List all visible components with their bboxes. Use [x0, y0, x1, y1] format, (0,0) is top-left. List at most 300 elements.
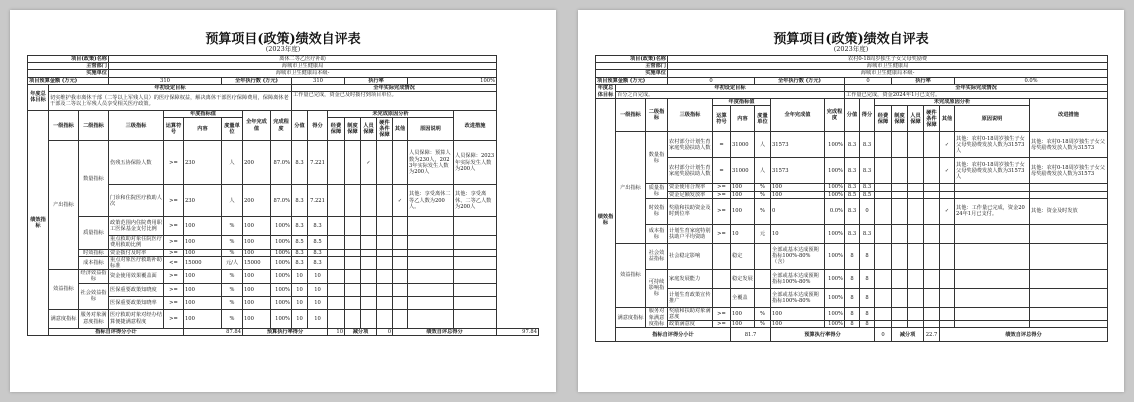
score-cell: 8.3 — [845, 132, 860, 158]
level3-cell: 医疗救助对象对经办结算便捷满意程度 — [109, 309, 164, 328]
operator-cell: >= — [164, 270, 184, 283]
total-label: 绩效自评总得分 — [940, 328, 1108, 341]
got-cell: 10 — [308, 309, 328, 328]
degree-cell: 100% — [271, 236, 292, 249]
unit-cell: % — [755, 321, 771, 328]
level3-cell: 计划生育政策宣传推广 — [668, 288, 713, 307]
score-cell: 8.5 — [292, 236, 308, 249]
col-got: 得分 — [308, 111, 328, 141]
col-hardware: 硬件条件保障 — [377, 118, 393, 141]
subtotal-value: 87.84 — [184, 328, 243, 335]
col-annual-target: 年度指标值 — [164, 111, 243, 118]
other-check: ✓ — [940, 158, 955, 184]
target-cell: 100 — [184, 236, 222, 249]
level3-cell: 政策满意度 — [668, 321, 713, 328]
level3-cell: 资金使用效果覆盖面 — [109, 270, 164, 283]
target-cell: 100 — [184, 283, 222, 296]
unit-cell: % — [222, 283, 243, 296]
target-cell: 100 — [184, 270, 222, 283]
level3-cell: 农村部分计划生育家庭奖励扶助人数 — [668, 158, 713, 184]
col-improvement: 改进措施 — [1030, 99, 1108, 132]
col-system: 制度保障 — [345, 118, 361, 141]
page-year: (2023年度) — [833, 45, 869, 53]
target-cell: 稳定发展 — [731, 269, 755, 288]
improvement-cell: 其他：享受离休、二等乙人数为200人 — [454, 185, 497, 217]
score-cell: 8 — [845, 321, 860, 328]
exec-score-value: 10 — [328, 328, 345, 335]
actual-cell: 100 — [243, 283, 271, 296]
got-cell: 8.3 — [860, 132, 875, 158]
score-cell: 8.5 — [845, 191, 860, 198]
exec-score-label: 预算执行率得分 — [243, 328, 328, 335]
target-cell: 100 — [184, 296, 222, 309]
score-cell: 10 — [292, 283, 308, 296]
implementer-label: 实施单位 — [596, 70, 668, 77]
score-cell: 8 — [845, 307, 860, 320]
score-cell: 8.3 — [292, 217, 308, 236]
score-cell: 10 — [292, 296, 308, 309]
target-cell: 全覆盖 — [731, 288, 755, 307]
col-annual-target: 年度指标值 — [713, 99, 771, 106]
score-cell: 8.3 — [845, 198, 860, 224]
total-label: 绩效自评总得分 — [393, 328, 497, 335]
got-cell: 8.3 — [860, 184, 875, 191]
benefit-indicators-label: 效益指标 — [49, 270, 79, 309]
actual-cell: 100 — [771, 184, 825, 191]
actual-cell: 200 — [243, 141, 271, 185]
col-improvement: 改进措施 — [454, 111, 497, 141]
degree-cell: 87.0% — [271, 141, 292, 185]
actual-cell: 200 — [243, 185, 271, 217]
performance-indicators-label: 绩效指标 — [28, 111, 49, 336]
actual-cell: 100 — [243, 249, 271, 256]
got-cell: 8.3 — [308, 256, 328, 269]
degree-cell: 87.0% — [271, 185, 292, 217]
level3-cell: 资金足额发放率 — [668, 191, 713, 198]
deduction-value: 0 — [377, 328, 393, 335]
got-cell: 7.221 — [308, 185, 328, 217]
col-unmet-analysis: 未完成原因分析 — [328, 111, 454, 118]
operator-cell: >= — [713, 191, 731, 198]
unit-cell: % — [755, 198, 771, 224]
target-cell: 100 — [731, 198, 755, 224]
actual-cell: 100 — [243, 296, 271, 309]
level3-cell: 医保重要政策知晓率 — [109, 296, 164, 309]
level2-cell: 质量指标 — [79, 217, 109, 249]
score-cell: 8.3 — [845, 158, 860, 184]
budget-label: 项目预算金额 (万元) — [28, 77, 109, 84]
got-cell: 10 — [308, 283, 328, 296]
evaluation-page-1 — [10, 10, 556, 392]
budget-amount: 0 — [668, 77, 755, 84]
degree-cell: 100% — [271, 256, 292, 269]
reason-cell: 人员保障：预算人数为230人，2023年实际发生人数为200人 — [408, 141, 454, 185]
degree-cell: 100% — [825, 288, 845, 307]
level3-cell: 农村部分计划生育家庭奖励扶助人数 — [668, 132, 713, 158]
execution-label: 全年执行数 (万元) — [222, 77, 292, 84]
actual-cell: 全部或基本达成预期指标100%-80% — [771, 288, 825, 307]
performance-indicators-label: 绩效指标 — [596, 99, 616, 342]
operator-cell: >= — [164, 296, 184, 309]
col-level1: 一级指标 — [616, 99, 646, 132]
unit-cell: % — [755, 191, 771, 198]
col-personnel: 人员保障 — [908, 106, 924, 132]
col-hardware: 硬件条件保障 — [924, 106, 940, 132]
actual-cell: 100 — [243, 309, 271, 328]
level3-cell: 奖励和扶助对象满意度 — [669, 307, 711, 321]
operator-cell: >= — [164, 185, 184, 217]
department: 海城市卫生健康局 — [109, 63, 497, 70]
page-title: 预算项目(政策)绩效自评表 — [205, 32, 361, 47]
target-cell: 31000 — [731, 158, 755, 184]
got-cell: 8 — [860, 243, 875, 269]
col-reason: 原因说明 — [955, 106, 1030, 132]
col-level2: 二级指标 — [79, 111, 109, 141]
operator-cell: >= — [713, 321, 731, 328]
target-cell: 230 — [184, 185, 222, 217]
exec-score-value: 0 — [875, 328, 892, 341]
col-degree: 完成程度 — [271, 111, 292, 141]
col-score: 分值 — [845, 99, 860, 132]
actual-cell: 100 — [771, 191, 825, 198]
operator-cell: = — [713, 158, 731, 184]
unit-cell — [755, 288, 771, 307]
degree-cell: 0.0% — [825, 198, 845, 224]
goal-done-label: 全年实际完成情况 — [292, 84, 497, 91]
level2-cell: 社会效益指标 — [646, 243, 668, 269]
operator-cell: >= — [713, 307, 731, 320]
unit-cell: % — [222, 270, 243, 283]
degree-cell: 100% — [271, 309, 292, 328]
goal-set-text: 百分之百完成。 — [616, 92, 845, 99]
deduction-label: 减分项 — [345, 328, 377, 335]
degree-cell: 100% — [825, 184, 845, 191]
unit-cell — [755, 269, 771, 288]
level3-cell: 重点对象医疗救助补助标准 — [110, 256, 162, 270]
evaluation-table — [595, 55, 1108, 342]
annual-goal-label: 年度总体目标 — [28, 84, 49, 110]
score-cell: 10 — [292, 270, 308, 283]
execution-rate-label: 执行率 — [345, 77, 408, 84]
score-cell: 8 — [845, 243, 860, 269]
col-reason: 原因说明 — [408, 118, 454, 141]
operator-cell — [713, 243, 731, 269]
execution-rate: 0.0% — [955, 77, 1108, 84]
actual-cell: 100 — [243, 217, 271, 236]
improvement-cell: 其他：农村0-18周岁独生子女父母奖励费发放人数为31573 — [1030, 158, 1108, 184]
level3-cell: 重点救助对象住院医疗费用救助比例 — [110, 236, 162, 249]
level2-cell: 经济效益指标 — [79, 270, 109, 283]
col-level2: 二级指标 — [646, 99, 668, 132]
level3-cell: 社会稳定影响 — [668, 243, 713, 269]
col-unit: 度量单位 — [755, 106, 771, 132]
actual-cell: 31573 — [771, 158, 825, 184]
output-indicators-label: 产出指标 — [49, 141, 79, 270]
unit-cell: 人 — [755, 132, 771, 158]
reason-cell: 其他：农村0-18周岁独生子女父母奖励费发放人数为31573人 — [955, 158, 1030, 184]
execution-amount: 310 — [292, 77, 345, 84]
actual-cell: 100 — [771, 307, 825, 320]
actual-cell: 100 — [243, 270, 271, 283]
target-cell: 10 — [731, 224, 755, 243]
degree-cell: 100% — [271, 249, 292, 256]
operator-cell: >= — [164, 236, 184, 249]
implementer: 海城市卫生健康局本级- — [668, 70, 1108, 77]
got-cell: 10 — [308, 296, 328, 309]
goal-set-label: 年初设定目标 — [49, 84, 292, 91]
project-name-label: 项目(政策)名称 — [596, 56, 668, 63]
actual-cell: 全部或基本达成预期指标100%-80% — [771, 269, 825, 288]
unit-cell: 元/人 — [222, 256, 243, 269]
level3-cell: 家庭发展能力 — [668, 269, 713, 288]
got-cell: 8.3 — [860, 158, 875, 184]
level2-cell: 时效指标 — [646, 198, 668, 224]
other-cell — [393, 141, 408, 185]
level3-cell: 资金拨付及时率 — [109, 249, 164, 256]
unit-cell: % — [222, 236, 243, 249]
actual-cell: 0 — [771, 198, 825, 224]
degree-cell: 100% — [271, 296, 292, 309]
score-cell: 10 — [292, 309, 308, 328]
level2-cell: 数量指标 — [646, 132, 668, 184]
funding-cell — [328, 185, 345, 217]
col-other: 其他 — [393, 118, 408, 141]
col-score: 分值 — [292, 111, 308, 141]
improvement-cell: 其他：资金及时发放 — [1030, 198, 1108, 224]
unit-cell: 人 — [222, 141, 243, 185]
degree-cell: 100% — [271, 270, 292, 283]
hardware-cell — [377, 185, 393, 217]
execution-rate: 100% — [408, 77, 497, 84]
degree-cell: 100% — [825, 191, 845, 198]
target-cell: 15000 — [184, 256, 222, 269]
actual-cell: 全部或基本达成预期指标100%-80%（含） — [771, 243, 825, 269]
score-cell: 8 — [845, 269, 860, 288]
col-personnel: 人员保障 — [361, 118, 377, 141]
operator-cell: >= — [713, 198, 731, 224]
col-actual: 全年完成值 — [243, 111, 271, 141]
degree-cell: 100% — [825, 158, 845, 184]
degree-cell: 100% — [825, 321, 845, 328]
score-cell: 8 — [845, 288, 860, 307]
deduction-value: 22.7 — [924, 328, 940, 341]
degree-cell: 100% — [825, 269, 845, 288]
personnel-cell — [361, 185, 377, 217]
system-cell — [345, 185, 361, 217]
project-name: 离休二等乙医疗补助 — [109, 56, 497, 63]
col-funding: 经费保障 — [328, 118, 345, 141]
col-system: 制度保障 — [892, 106, 908, 132]
col-other: 其他 — [940, 106, 955, 132]
unit-cell: 人 — [755, 158, 771, 184]
col-content: 内容 — [731, 106, 755, 132]
col-unit: 度量单位 — [222, 118, 243, 141]
got-cell: 8 — [860, 321, 875, 328]
level3-cell: 奖励和扶助资金及时到位率 — [668, 198, 713, 224]
funding-cell — [328, 141, 345, 185]
total-value: 97.84 — [497, 328, 539, 335]
unit-cell: % — [755, 307, 771, 320]
target-cell: 100 — [184, 309, 222, 328]
target-cell: 100 — [731, 321, 755, 328]
level2-cell: 社会效益指标 — [79, 283, 109, 309]
budget-label: 项目预算金额 (万元) — [596, 77, 668, 84]
system-cell — [345, 141, 361, 185]
col-level3: 三级指标 — [109, 111, 164, 141]
reason-cell: 其他：农村0-18周岁独生子女父母奖励费发放人数为31573人 — [955, 132, 1030, 158]
degree-cell: 100% — [825, 243, 845, 269]
target-cell: 稳定 — [731, 243, 755, 269]
operator-cell: = — [713, 132, 731, 158]
department-label: 主管部门 — [596, 63, 668, 70]
subtotal-label: 指标自评得分小计 — [616, 328, 731, 341]
score-cell: 8.3 — [292, 185, 308, 217]
target-cell: 100 — [184, 217, 222, 236]
actual-cell: 10 — [771, 224, 825, 243]
got-cell: 8.3 — [860, 224, 875, 243]
deduction-label: 减分项 — [892, 328, 924, 341]
got-cell: 8.3 — [308, 217, 328, 236]
goal-set-text: 切实维护我市离休干部（二等以上军残人员）的医疗保障权益，解决离休干部医疗保障费用，保障离休老干部及二等以上军残人员享受相关医疗政策。 — [49, 92, 292, 111]
level2-cell: 数量指标 — [79, 141, 109, 217]
execution-label: 全年执行数 (万元) — [755, 77, 845, 84]
col-operator: 运算符号 — [713, 106, 731, 132]
degree-cell: 100% — [825, 224, 845, 243]
operator-cell — [713, 269, 731, 288]
got-cell: 0 — [860, 198, 875, 224]
unit-cell: % — [755, 184, 771, 191]
operator-cell: <= — [164, 256, 184, 269]
level2-cell: 可持续影响指标 — [646, 269, 668, 307]
got-cell: 10 — [308, 270, 328, 283]
level3-cell: 计划生育家庭特别扶助户平均资助 — [668, 224, 713, 243]
personnel-check: ✓ — [361, 141, 377, 185]
unit-cell: % — [222, 217, 243, 236]
col-actual: 全年完成值 — [771, 99, 825, 132]
got-cell: 8.3 — [308, 249, 328, 256]
target-cell: 100 — [184, 249, 222, 256]
execution-rate-label: 执行率 — [892, 77, 955, 84]
level2-cell: 时效指标 — [79, 249, 109, 256]
operator-cell: >= — [713, 184, 731, 191]
level2-cell: 成本指标 — [79, 256, 109, 269]
improvement-cell: 其他：农村0-18周岁独生子女父母奖励费发放人数为31573 — [1030, 132, 1108, 158]
level3-cell: 医保重要政策知晓度 — [109, 283, 164, 296]
operator-cell: >= — [164, 283, 184, 296]
col-degree: 完成程度 — [825, 99, 845, 132]
degree-cell: 100% — [825, 307, 845, 320]
hardware-cell — [377, 141, 393, 185]
operator-cell: >= — [164, 309, 184, 328]
unit-cell — [755, 243, 771, 269]
col-unmet-analysis: 未完成原因分析 — [875, 99, 1030, 106]
goal-done-text: 工作量已完成，资金已及时拨付到项目单位。 — [292, 92, 497, 111]
improvement-cell: 人员保障：2023年实际发生人数为200人 — [454, 141, 497, 185]
col-got: 得分 — [860, 99, 875, 132]
annual-goal-label: 年度总体目标 — [596, 84, 616, 98]
exec-score-label: 预算执行率得分 — [771, 328, 875, 341]
score-cell: 8.3 — [845, 184, 860, 191]
got-cell: 8.5 — [860, 191, 875, 198]
unit-cell: % — [222, 249, 243, 256]
satisfaction-indicators-label: 满意度指标 — [49, 309, 79, 328]
target-cell: 100 — [731, 184, 755, 191]
subtotal-label: 指标自评得分小计 — [49, 328, 184, 335]
target-cell: 230 — [184, 141, 222, 185]
col-content: 内容 — [184, 118, 222, 141]
goal-done-label: 全年实际完成情况 — [845, 84, 1108, 91]
actual-cell: 100 — [243, 236, 271, 249]
other-check: ✓ — [940, 198, 955, 224]
level3-cell: 伤残五协保险人数 — [109, 141, 164, 185]
got-cell: 8 — [860, 288, 875, 307]
target-cell: 100 — [731, 191, 755, 198]
got-cell: 8 — [860, 269, 875, 288]
actual-cell: 31573 — [771, 132, 825, 158]
target-cell: 31000 — [731, 132, 755, 158]
level3-cell: 政策范围内住院费用职工医保基金支付比例 — [109, 217, 164, 236]
page-year: (2023年度) — [265, 45, 301, 53]
implementer-label: 实施单位 — [28, 70, 109, 77]
got-cell: 8.5 — [308, 236, 328, 249]
benefit-indicators-label: 效益指标 — [616, 243, 646, 307]
got-cell: 7.221 — [308, 141, 328, 185]
project-name: 农村0-18周岁独生子女父母奖励费 — [668, 56, 1108, 63]
unit-cell: % — [222, 309, 243, 328]
col-level1: 一级指标 — [49, 111, 79, 141]
evaluation-page-2 — [578, 10, 1124, 392]
subtotal-value: 81.7 — [731, 328, 771, 341]
target-cell: 100 — [731, 307, 755, 320]
score-cell: 8.3 — [292, 256, 308, 269]
operator-cell: >= — [164, 141, 184, 185]
operator-cell: >= — [713, 224, 731, 243]
goal-set-label: 年初设定目标 — [616, 84, 845, 91]
other-check: ✓ — [940, 132, 955, 158]
other-check: ✓ — [393, 185, 408, 217]
output-indicators-label: 产出指标 — [616, 132, 646, 243]
score-cell: 8.3 — [845, 224, 860, 243]
department-label: 主管部门 — [28, 63, 109, 70]
evaluation-table — [27, 55, 539, 336]
execution-amount: 0 — [845, 77, 892, 84]
reason-cell: 其他：享受离休二等乙人数为200人。 — [408, 185, 454, 217]
col-operator: 运算符号 — [164, 118, 184, 141]
unit-cell: 人 — [222, 185, 243, 217]
reason-cell: 其他：工作量已完成，资金2024年1月已支付。 — [955, 198, 1030, 224]
actual-cell: 15000 — [243, 256, 271, 269]
score-cell: 8.3 — [292, 141, 308, 185]
level3-cell: 门诊和住院医疗救助人次 — [109, 185, 164, 217]
unit-cell: 元 — [755, 224, 771, 243]
department: 海城市卫生健康局 — [668, 63, 1108, 70]
actual-cell: 100 — [771, 321, 825, 328]
satisfaction-indicators-label: 满意度指标 — [616, 307, 646, 328]
operator-cell — [713, 288, 731, 307]
budget-amount: 310 — [109, 77, 222, 84]
col-funding: 经费保障 — [875, 106, 892, 132]
page-title: 预算项目(政策)绩效自评表 — [773, 32, 929, 47]
implementer: 海城市卫生健康局本级- — [109, 70, 497, 77]
operator-cell: >= — [164, 217, 184, 236]
unit-cell: % — [222, 296, 243, 309]
degree-cell: 100% — [825, 132, 845, 158]
goal-done-text: 工作量已完成，资金2024年1月已支付。 — [845, 92, 1108, 99]
degree-cell: 100% — [271, 217, 292, 236]
level2-cell: 服务对象满意度指标 — [79, 309, 109, 328]
level2-cell: 服务对象满意度指标 — [646, 307, 668, 328]
level2-cell: 成本指标 — [646, 224, 668, 243]
